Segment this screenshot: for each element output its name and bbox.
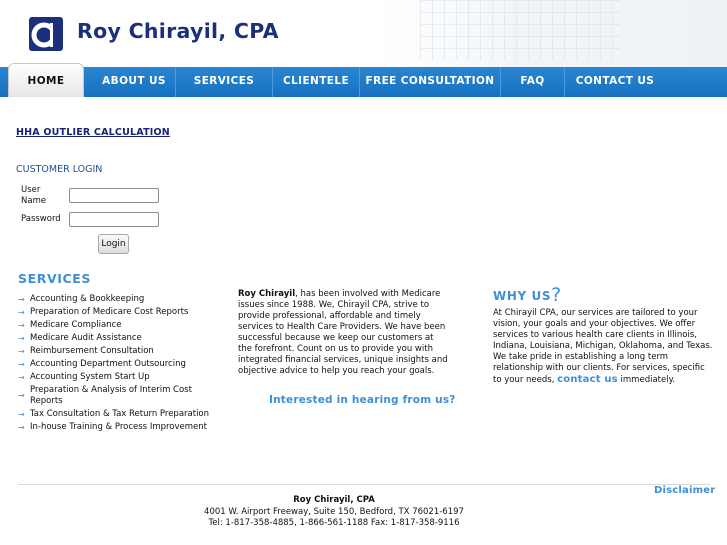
service-item[interactable]	[18, 320, 218, 331]
arrow-right-icon: →	[18, 409, 25, 419]
header-decorative-art	[380, 0, 727, 67]
service-item-label: Medicare Audit Assistance	[30, 333, 142, 343]
password-label: Password	[21, 214, 61, 224]
intro-paragraph	[238, 289, 450, 377]
main-nav	[0, 67, 727, 97]
arrow-right-icon: →	[18, 346, 25, 356]
footer	[0, 495, 668, 530]
interested-link[interactable]: Interested in hearing from us?	[269, 394, 456, 406]
footer-divider	[18, 484, 710, 485]
service-item-label: Preparation of Medicare Cost Reports	[30, 307, 189, 317]
why-us-text-after: immediately.	[617, 375, 676, 385]
arrow-right-icon: →	[18, 320, 25, 330]
arrow-right-icon: →	[18, 307, 25, 317]
service-item-label: Tax Consultation & Tax Return Preparation	[30, 409, 210, 419]
service-item[interactable]	[18, 385, 218, 407]
arrow-right-icon: →	[18, 333, 25, 343]
service-item[interactable]	[18, 294, 218, 305]
why-us-heading	[493, 284, 562, 306]
nav-home[interactable]: HOME	[8, 63, 84, 97]
site-title[interactable]: Roy Chirayil, CPA	[77, 19, 279, 43]
service-item[interactable]	[18, 409, 218, 420]
service-item[interactable]	[18, 346, 218, 357]
username-label	[21, 185, 46, 207]
service-item-label: Reimbursement Consultation	[30, 346, 154, 356]
nav-services[interactable]: SERVICES	[193, 75, 255, 87]
service-item[interactable]	[18, 333, 218, 344]
service-item[interactable]	[18, 372, 218, 383]
arrow-right-icon: →	[18, 422, 25, 432]
nav-clientele[interactable]: CLIENTELE	[282, 75, 350, 87]
arrow-right-icon: →	[18, 359, 25, 369]
nav-faq[interactable]: FAQ	[520, 75, 545, 87]
services-heading: SERVICES	[18, 271, 92, 286]
service-item-label: Accounting Department Outsourcing	[30, 359, 186, 369]
footer-company-name: Roy Chirayil, CPA	[293, 495, 375, 505]
intro-text: , has been involved with Medicare issues since 1988. We, Chirayil CPA, strive to provide professional, affordable and timely services to Health Care Providers. We have been successful because we keep our customers at the forefront. Count on us to provide you with integrated financial services, unique insights and objective advice to help you reach your goals.	[238, 289, 448, 376]
nav-about-us[interactable]: ABOUT US	[102, 75, 166, 87]
why-us-paragraph	[493, 308, 713, 386]
services-list	[18, 294, 218, 435]
service-item-label: Accounting & Bookkeeping	[30, 294, 145, 304]
contact-us-link[interactable]: contact us	[557, 374, 618, 385]
service-item-label: Medicare Compliance	[30, 320, 122, 330]
nav-free-consultation[interactable]: FREE CONSULTATION	[365, 75, 495, 87]
footer-phones: Tel: 1-817-358-4885, 1-866-561-1188 Fax: 1-817-358-9116	[208, 518, 460, 528]
username-label-line1: User	[21, 185, 41, 195]
username-input[interactable]	[69, 188, 159, 203]
arrow-right-icon: →	[18, 372, 25, 382]
service-item-label: In-house Training & Process Improvement	[30, 422, 207, 432]
nav-contact-us[interactable]: CONTACT US	[575, 75, 655, 87]
hha-outlier-link[interactable]: HHA OUTLIER CALCULATION	[16, 127, 170, 138]
question-mark-icon: ?	[551, 284, 562, 306]
service-item[interactable]	[18, 422, 218, 433]
footer-address: 4001 W. Airport Freeway, Suite 150, Bedford, TX 76021-6197	[204, 506, 464, 517]
why-us-text-before: At Chirayil CPA, our services are tailored to your vision, your goals and your objectives. We offer services to various health care clients in Illinois, Indiana, Louisiana, Michigan, Oklahoma, and Texas. We take pride in establishing a long term relationship with our clients. For services, specific to your needs,	[493, 308, 713, 385]
intro-name: Roy Chirayil	[238, 289, 296, 299]
service-item[interactable]	[18, 307, 218, 318]
password-input[interactable]	[69, 212, 159, 227]
service-item-label: Accounting System Start Up	[30, 372, 150, 382]
login-button[interactable]: Login	[98, 234, 129, 254]
arrow-right-icon: →	[18, 294, 25, 304]
disclaimer-link[interactable]: Disclaimer	[654, 485, 716, 496]
company-logo-icon[interactable]	[29, 17, 63, 51]
service-item[interactable]	[18, 359, 218, 370]
customer-login-title: CUSTOMER LOGIN	[16, 164, 103, 175]
service-item-label: Preparation & Analysis of Interim Cost Reports	[30, 385, 192, 406]
why-us-heading-text: WHY US	[493, 289, 552, 303]
arrow-right-icon: →	[18, 391, 25, 400]
site-header	[0, 0, 727, 67]
username-label-line2: Name	[21, 196, 47, 206]
